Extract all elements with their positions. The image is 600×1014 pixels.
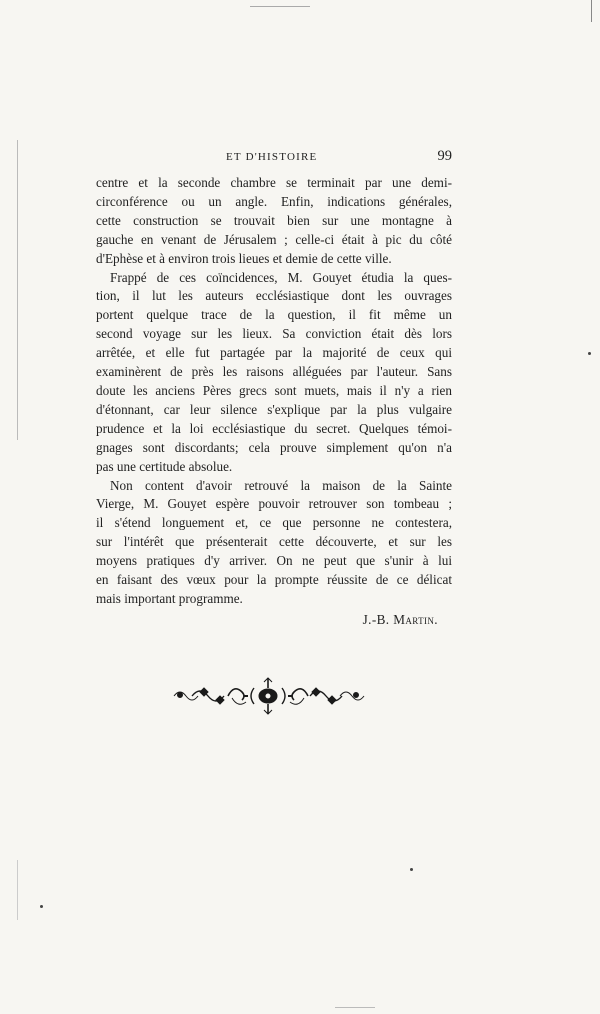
text-line: doute les anciens Pères grecs sont muets, mais il n'y a rien [96, 382, 452, 398]
scan-artifact-top [250, 6, 310, 7]
text-line: portent quelque trace de la question, il fit même un [96, 307, 452, 323]
text-line: pas une certitude absolue. [96, 458, 233, 474]
text-line: d'étonnant, car leur silence s'explique par la plus vulgaire [96, 401, 452, 417]
text-line: Non content d'avoir retrouvé la maison de la Sainte [110, 477, 452, 493]
text-line: centre et la seconde chambre se terminait par une demi- [96, 175, 452, 190]
scan-artifact-margin [17, 140, 18, 440]
text-line: gnages sont discordants; cela prouve simplement qu'on n'a [96, 439, 452, 455]
signature [96, 612, 452, 628]
text-line: Vierge, M. Gouyet espère pouvoir retrouver son tombeau ; [96, 496, 452, 512]
text-line: cette construction se trouvait bien sur une montagne à [96, 212, 452, 228]
text-line: circonférence ou un angle. Enfin, indications générales, [96, 193, 452, 209]
text-line: moyens pratiques d'y arriver. On ne peut que s'unir à lui [96, 553, 452, 569]
text-line: mais important programme. [96, 590, 243, 606]
scan-speck [410, 868, 413, 871]
scan-speck [40, 905, 43, 908]
text-line: il s'étend longuement et, ce que personne ne contestera, [96, 515, 452, 531]
text-line: d'Ephèse et à environ trois lieues et demie de cette ville. [96, 250, 392, 266]
text-line: gauche en venant de Jérusalem ; celle-ci était à pic du côté [96, 231, 452, 247]
floral-tailpiece-ornament-icon [170, 676, 366, 716]
text-line: examinèrent de près les raisons alléguées par l'auteur. Sans [96, 364, 452, 380]
paragraph [96, 269, 452, 477]
page-number: 99 [437, 148, 452, 164]
text-line: tion, il lut les auteurs ecclésiastique dont les ouvrages [96, 288, 452, 304]
scan-artifact-bottom [335, 1007, 375, 1008]
text-line: arrêtée, et elle fut partagée par la majorité de ceux qui [96, 345, 452, 361]
signature-surname: Martin. [393, 611, 438, 627]
body-text [96, 174, 452, 609]
book-page [96, 148, 452, 628]
text-line: Frappé de ces coïncidences, M. Gouyet étudia la ques- [110, 269, 452, 285]
paragraph [96, 174, 452, 269]
text-line: prudence et la loi ecclésiastique du secret. Quelques témoi- [96, 420, 452, 436]
text-line: second voyage sur les lieux. Sa conviction était dès lors [96, 326, 452, 342]
scan-speck [588, 352, 591, 355]
paragraph [96, 477, 452, 609]
signature-initials: J.-B. [362, 611, 390, 627]
scan-artifact-margin [17, 860, 18, 920]
text-line: en faisant des vœux pour la prompte réussite de ce délicat [96, 572, 452, 588]
text-line: sur l'intérêt que présenterait cette découverte, et sur les [96, 534, 452, 550]
running-head [96, 148, 452, 174]
running-head-title: ET D'HISTOIRE [226, 151, 318, 163]
scan-artifact-corner [591, 0, 592, 22]
